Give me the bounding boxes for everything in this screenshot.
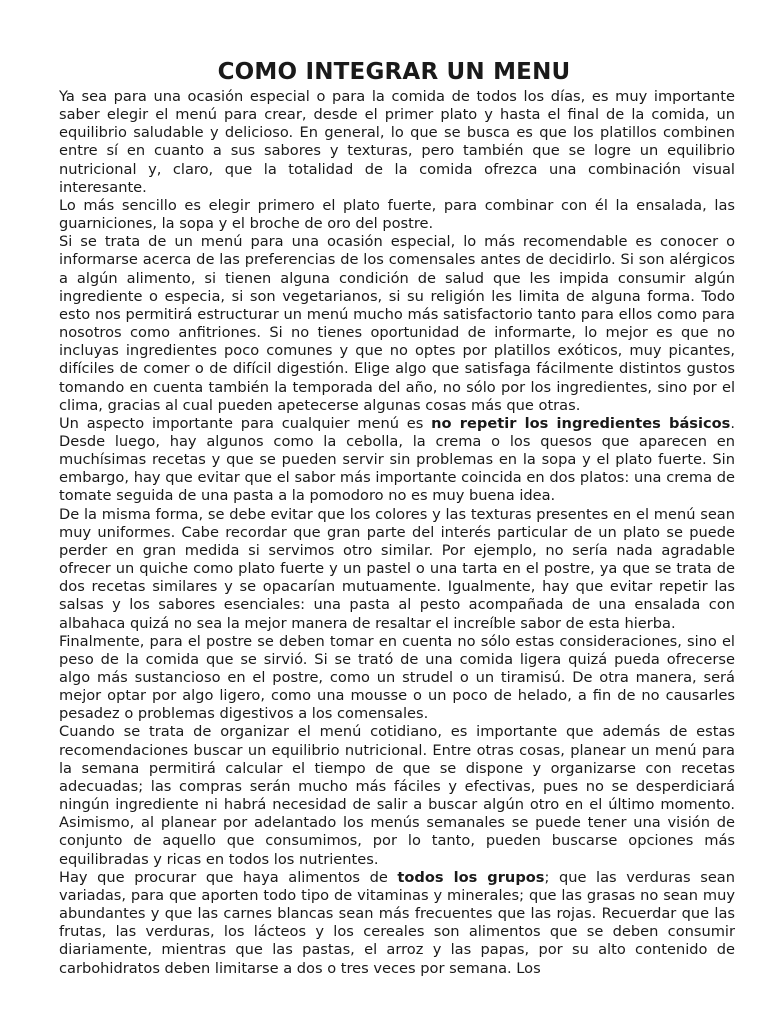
document-body [59,88,735,978]
paragraph-ingredients [59,415,735,506]
bold-phrase: todos los grupos [397,868,545,886]
paragraph-daily-menu: Cuando se trata de organizar el menú cotidiano, es importante que además de estas recomendaciones buscar un equilibrio nutricional. Entre otras cosas, planear un menú para la semana permitirá calcular el tiempo de que se dispone y organizarse con recetas adecuadas; las compras serán mucho más fáciles y efectivas, pues no se desperdiciará ningún ingrediente ni habrá necesidad de salir a buscar algún otro en el último momento. Asimismo, al planear por adelantado los menús semanales se puede tener una visión de conjunto de aquello que consumimos, por lo tanto, pueden buscarse opciones más equilibradas y ricas en todos los nutrientes. [59,723,735,868]
bold-phrase: no repetir los ingredientes básicos [431,414,731,432]
paragraph-text: Un aspecto importante para cualquier menú es [59,414,432,432]
paragraph-dessert: Finalmente, para el postre se deben tomar en cuenta no sólo estas consideraciones, sino el peso de la comida que se sirvió. Si se trató de una comida ligera quizá pueda ofrecerse algo más sustancioso en el postre, como un strudel o un tiramisú. De otra manera, será mejor optar por algo ligero, como una mousse o un poco de helado, a fin de no causarles pesadez o problemas digestivos a los comensales. [59,632,735,723]
paragraph-intro: Ya sea para una ocasión especial o para la comida de todos los días, es muy importante saber elegir el menú para crear, desde el primer plato y hasta el final de la comida, un equilibrio saludable y delicioso. En general, lo que se busca es que los platillos combinen entre sí en cuanto a sus sabores y texturas, pero también que se logre un equilibrio nutricional y, claro, que la totalidad de la comida ofrezca una combinación visual interesante. [59,88,735,196]
document-title: COMO INTEGRAR UN MENU [217,59,571,85]
paragraph-text: . Desde luego, hay algunos como la cebolla, la crema o los quesos que aparecen en muchísimas recetas y que se pueden servir sin problemas en la sopa y el plato fuerte. Sin embargo, hay que evitar que el sabor más importante coincida en dos platos: una crema de tomate seguida de una pasta a la pomodoro no es muy buena idea. [59,414,735,505]
paragraph-colors-textures: De la misma forma, se debe evitar que los colores y las texturas presentes en el menú sean muy uniformes. Cabe recordar que gran parte del interés particular de un plato se puede perder en gran medida si servimos otro similar. Por ejemplo, no sería nada agradable ofrecer un quiche como plato fuerte y un pastel o una tarta en el postre, ya que se trata de dos recetas similares y se opacarían mutuamente. Igualmente, hay que evitar repetir las salsas y los sabores esenciales: una pasta al pesto acompañada de una ensalada con albahaca quizá no sea la mejor manera de resaltar el increíble sabor de esta hierba. [59,505,735,632]
paragraph-text: ; que las verduras sean variadas, para que aporten todo tipo de vitaminas y minerales; que las grasas no sean muy abundantes y que las carnes blancas sean más frecuentes que las rojas. Recuerdar que las frutas, las verduras, los lácteos y los cereales son alimentos que se deben consumir diariamente, mientras que las pastas, el arroz y las papas, por su alto contenido de carbohidratos deben limitarse a dos o tres veces por semana. Los [59,868,735,977]
paragraph-text: Hay que procurar que haya alimentos de [59,868,398,886]
paragraph-food-groups [59,869,735,978]
paragraph-main-dish: Lo más sencillo es elegir primero el plato fuerte, para combinar con él la ensalada, las guarniciones, la sopa y el broche de oro del postre. [59,196,735,233]
paragraph-special-occasion: Si se trata de un menú para una ocasión especial, lo más recomendable es conocer o informarse acerca de las preferencias de los comensales antes de decidirlo. Si son alérgicos a algún alimento, si tienen alguna condición de salud que les impida consumir algún ingrediente o especia, si son vegetarianos, si su religión les limita de alguna forma. Todo esto nos permitirá estructurar un menú mucho más satisfactorio tanto para ellos como para nosotros como anfitriones. Si no tienes oportunidad de informarte, lo mejor es que no incluyas ingredientes poco comunes y que no optes por platillos exóticos, muy picantes, difíciles de comer o de difícil digestión. Elige algo que satisfaga fácilmente distintos gustos tomando en cuenta también la temporada del año, no sólo por los ingredientes, sino por el clima, gracias al cual pueden apetecerse algunas cosas más que otras. [59,233,735,414]
